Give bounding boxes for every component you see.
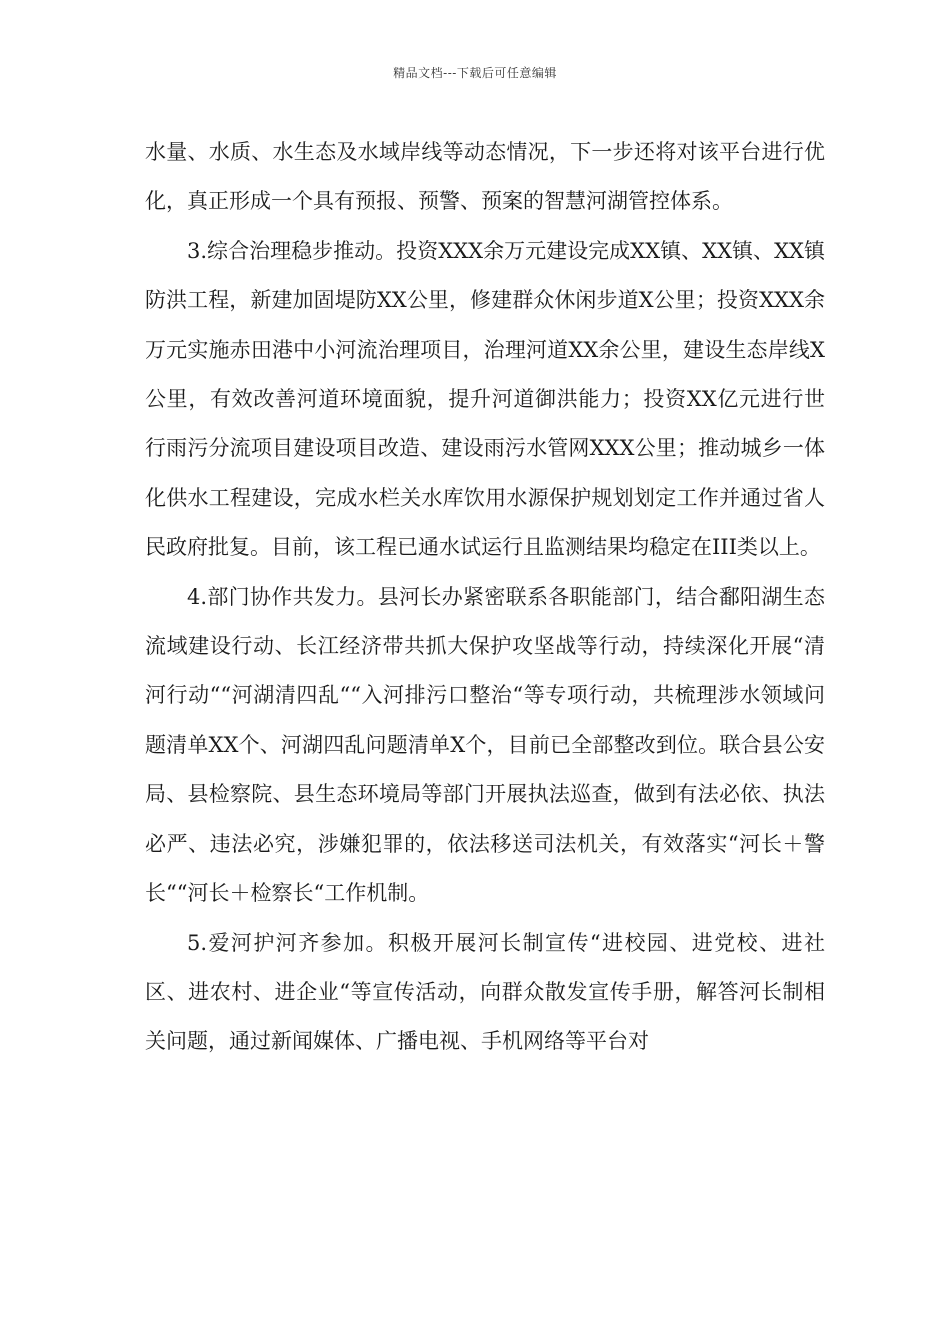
paragraph-item-3: 3.综合治理稳步推动。投资XXX余万元建设完成XX镇、XX镇、XX镇防洪工程，新建加固堤防XX公里，修建群众休闲步道X公里；投资XXX余万元实施赤田港中小河流治理项目，治理河道XX余公里，建设生态岸线X公里，有效改善河道环境面貌，提升河道御洪能力；投资XX亿元进行世行雨污分流项目建设项目改造、建设雨污水管网XXX公里；推动城乡一体化供水工程建设，完成水栏关水库饮用水源保护规划划定工作并通过省人民政府批复。目前，该工程已通水试运行且监测结果均稳定在III类以上。	[145, 238, 825, 560]
paragraph-continuation: 水量、水质、水生态及水域岸线等动态情况，下一步还将对该平台进行优化，真正形成一个具有预报、预警、预案的智慧河湖管控体系。	[145, 140, 825, 214]
paragraph-item-5: 5.爱河护河齐参加。积极开展河长制宣传“进校园、进党校、进社区、进农村、进企业“等宣传活动，向群众散发宣传手册，解答河长制相关问题，通过新闻媒体、广播电视、手机网络等平台对	[145, 930, 825, 1054]
paragraph-item-4: 4.部门协作共发力。县河长办紧密联系各职能部门，结合鄱阳湖生态流域建设行动、长江经济带共抓大保护攻坚战等行动，持续深化开展“清河行动““河湖清四乱““入河排污口整治“等专项行动，共梳理涉水领域问题清单XX个、河湖四乱问题清单X个，目前已全部整改到位。联合县公安局、县检察院、县生态环境局等部门开展执法巡查，做到有法必依、执法必严、违法必究，涉嫌犯罪的，依法移送司法机关，有效落实“河长＋警长““河长＋检察长“工作机制。	[145, 584, 825, 906]
page-header: 精品文档---下载后可任意编辑	[393, 66, 557, 80]
document-body	[145, 128, 825, 1067]
